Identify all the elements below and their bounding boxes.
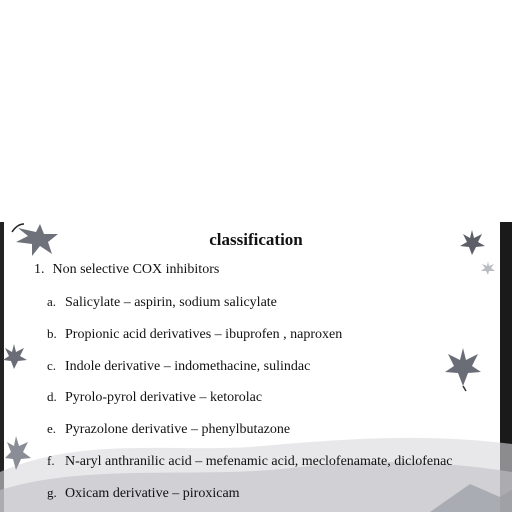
list-item — [47, 453, 453, 485]
list-item — [47, 358, 453, 390]
list-item-text: Indole derivative – indomethacine, sulindac — [65, 358, 311, 374]
list-marker: b. — [47, 325, 57, 341]
slide-title: classification — [209, 230, 303, 249]
maple-leaf-icon — [2, 342, 28, 370]
list-item-text: Oxicam derivative – piroxicam — [65, 485, 240, 501]
maple-leaf-icon — [480, 260, 496, 276]
list-item-text: Pyrolo-pyrol derivative – ketorolac — [65, 390, 263, 406]
list-marker: a. — [47, 294, 57, 309]
list-item — [47, 389, 453, 421]
classification-list — [47, 294, 453, 512]
list-item-text: Salicylate – aspirin, sodium salicylate — [65, 295, 277, 310]
list-item — [47, 421, 453, 453]
list-item-text: Pyrazolone derivative – phenylbutazone — [65, 422, 291, 438]
list-marker: d. — [47, 389, 57, 405]
list-marker: e. — [47, 421, 57, 437]
list-item-text: Propionic acid derivatives – ibuprofen , naproxen — [65, 326, 343, 342]
list-item-text: N-aryl anthranilic acid – mefenamic acid, meclofenamate, diclofenac — [65, 453, 453, 469]
list-marker: c. — [47, 357, 57, 373]
section-number: 1. — [34, 262, 45, 277]
maple-leaf-icon — [4, 432, 32, 472]
list-item — [47, 485, 453, 512]
list-marker: f. — [47, 452, 55, 468]
list-marker: g. — [47, 484, 57, 500]
section-heading — [34, 262, 219, 278]
list-item — [47, 326, 453, 358]
slide — [0, 222, 512, 512]
section-heading-text: Non selective COX inhibitors — [52, 262, 220, 277]
list-item — [47, 294, 453, 326]
